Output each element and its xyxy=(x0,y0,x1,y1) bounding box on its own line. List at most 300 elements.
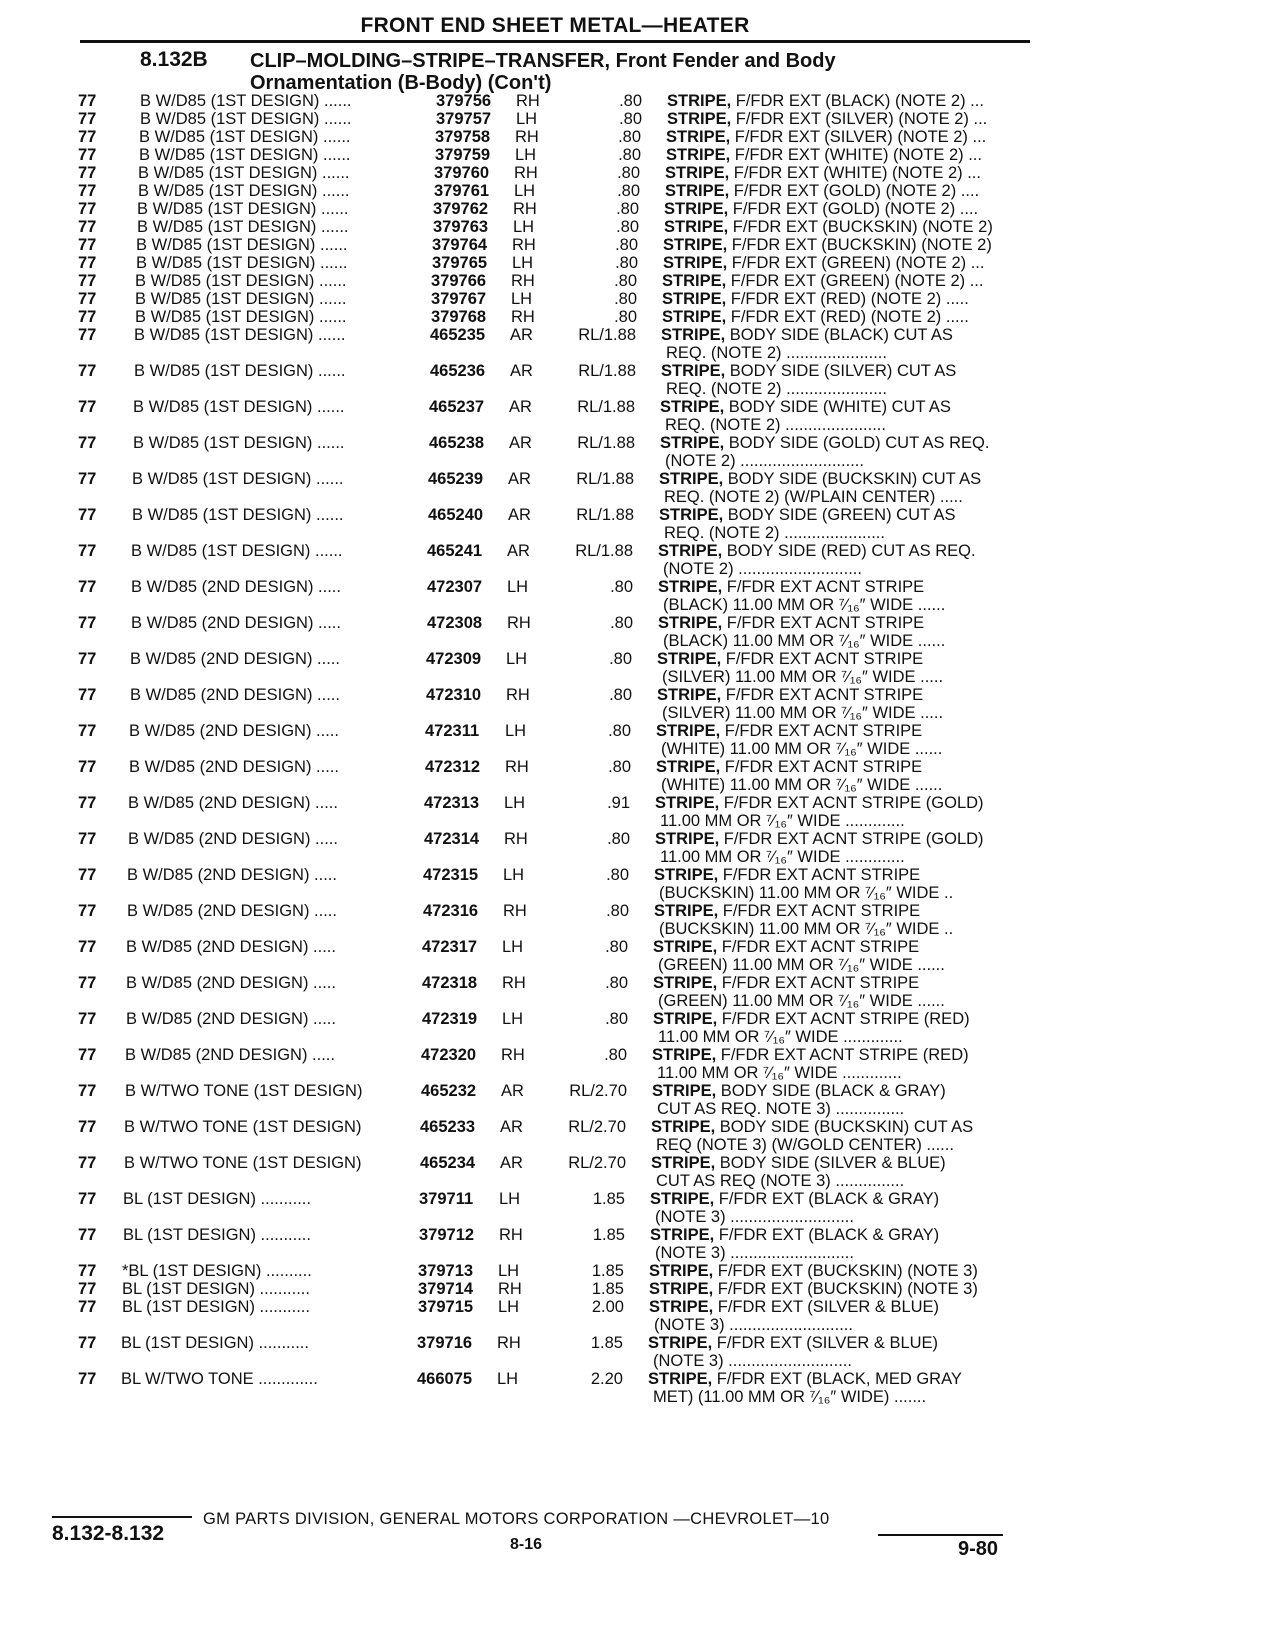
model-year: 77 xyxy=(78,308,97,326)
part-description-continued: (BUCKSKIN) 11.00 MM OR ⁷⁄₁₆″ WIDE .. xyxy=(659,920,954,938)
application: BL W/TWO TONE ............. xyxy=(121,1370,318,1388)
part-number: 465237 xyxy=(429,398,485,416)
part-number: 379759 xyxy=(435,146,491,164)
quantity-price: 2.20 xyxy=(590,1370,623,1388)
part-description-continued: (NOTE 3) ........................... xyxy=(655,1208,854,1226)
application: BL (1ST DESIGN) ........... xyxy=(123,1190,311,1208)
part-description xyxy=(664,218,993,237)
model-year: 77 xyxy=(78,1280,97,1298)
section-number: 8.132B xyxy=(140,48,208,71)
part-description-text: F/FDR EXT (WHITE) (NOTE 2) ... xyxy=(730,146,982,164)
part-number: 379716 xyxy=(417,1334,473,1352)
part-type: STRIPE, xyxy=(658,578,723,596)
model-year: 77 xyxy=(78,794,97,812)
part-type: STRIPE, xyxy=(657,686,722,704)
model-year: 77 xyxy=(78,1298,97,1316)
model-year: 77 xyxy=(78,326,97,344)
application: B W/D85 (1ST DESIGN) ...... xyxy=(136,254,348,272)
part-description-continued: CUT AS REQ. NOTE 3) ............... xyxy=(657,1100,905,1118)
side-code: LH xyxy=(502,938,524,956)
part-description-text: F/FDR EXT (GREEN) (NOTE 2) ... xyxy=(727,254,985,272)
part-type: STRIPE, xyxy=(666,128,731,146)
part-description-text: F/FDR EXT (GOLD) (NOTE 2) .... xyxy=(728,200,979,218)
quantity-price: 1.85 xyxy=(590,1334,623,1352)
quantity-price: .80 xyxy=(608,758,631,776)
model-year: 77 xyxy=(78,650,97,668)
part-description xyxy=(657,686,923,705)
part-number: 465234 xyxy=(420,1154,476,1172)
part-description-text: BODY SIDE (GREEN) CUT AS xyxy=(723,506,956,524)
application: B W/D85 (2ND DESIGN) ..... xyxy=(125,1046,335,1064)
part-description-continued: REQ. (NOTE 2) ...................... xyxy=(666,344,887,362)
part-number: 379758 xyxy=(435,128,491,146)
part-description-text: F/FDR EXT (RED) (NOTE 2) ..... xyxy=(726,308,969,326)
part-number: 379713 xyxy=(418,1262,474,1280)
application: B W/D85 (1ST DESIGN) ...... xyxy=(139,128,351,146)
part-type: STRIPE, xyxy=(652,1046,717,1064)
quantity-price: .80 xyxy=(604,1046,627,1064)
part-description-continued: REQ. (NOTE 2) (W/PLAIN CENTER) ..... xyxy=(664,488,963,506)
application: BL (1ST DESIGN) ........... xyxy=(123,1226,311,1244)
side-code: AR xyxy=(501,1082,524,1100)
application: B W/D85 (2ND DESIGN) ..... xyxy=(130,686,340,704)
model-year: 77 xyxy=(78,200,97,218)
model-year: 77 xyxy=(78,722,97,740)
side-code: RH xyxy=(497,1334,521,1352)
part-number: 465233 xyxy=(420,1118,476,1136)
part-description xyxy=(648,1334,938,1353)
part-type: STRIPE, xyxy=(653,974,718,992)
part-number: 465240 xyxy=(428,506,484,524)
side-code: AR xyxy=(508,506,531,524)
quantity-price: .80 xyxy=(615,254,638,272)
part-number: 379760 xyxy=(434,164,490,182)
part-description xyxy=(658,542,976,561)
part-type: STRIPE, xyxy=(662,290,727,308)
model-year: 77 xyxy=(78,830,97,848)
quantity-price: .80 xyxy=(605,938,628,956)
part-description xyxy=(659,506,955,525)
section-title-line1: CLIP–MOLDING–STRIPE–TRANSFER, Front Fender and Body xyxy=(250,50,836,72)
part-description-continued: CUT AS REQ (NOTE 3) ............... xyxy=(656,1172,905,1190)
part-description xyxy=(663,236,992,255)
part-description-text: F/FDR EXT (BUCKSKIN) (NOTE 2) xyxy=(727,236,992,254)
side-code: RH xyxy=(507,614,531,632)
part-description-text: F/FDR EXT (RED) (NOTE 2) ..... xyxy=(726,290,969,308)
side-code: LH xyxy=(507,578,529,596)
quantity-price: RL/1.88 xyxy=(577,398,635,416)
side-code: RH xyxy=(501,1046,525,1064)
quantity-price: RL/1.88 xyxy=(576,506,634,524)
quantity-price: .80 xyxy=(606,902,629,920)
quantity-price: .80 xyxy=(607,830,630,848)
side-code: RH xyxy=(515,128,539,146)
part-type: STRIPE, xyxy=(654,866,719,884)
side-code: LH xyxy=(499,1190,521,1208)
part-description-text: F/FDR EXT (SILVER & BLUE) xyxy=(713,1298,940,1316)
model-year: 77 xyxy=(78,1226,97,1244)
model-year: 77 xyxy=(78,1154,97,1172)
part-description-text: F/FDR EXT ACNT STRIPE xyxy=(722,578,925,596)
part-description xyxy=(665,182,979,201)
part-description-text: F/FDR EXT (BLACK, MED GRAY xyxy=(712,1370,962,1388)
model-year: 77 xyxy=(78,1118,97,1136)
part-description xyxy=(655,830,984,849)
model-year: 77 xyxy=(78,290,97,308)
part-description xyxy=(660,434,989,453)
side-code: LH xyxy=(498,1262,520,1280)
part-description-text: F/FDR EXT ACNT STRIPE xyxy=(717,938,920,956)
application: B W/D85 (1ST DESIGN) ...... xyxy=(136,236,348,254)
part-description xyxy=(651,1154,946,1173)
part-description-continued: (WHITE) 11.00 MM OR ⁷⁄₁₆″ WIDE ...... xyxy=(661,776,943,794)
model-year: 77 xyxy=(78,1010,97,1028)
quantity-price: RL/2.70 xyxy=(568,1154,626,1172)
side-code: LH xyxy=(515,146,537,164)
part-type: STRIPE, xyxy=(653,938,718,956)
part-number: 379761 xyxy=(434,182,490,200)
application: B W/TWO TONE (1ST DESIGN) xyxy=(124,1154,362,1172)
part-description xyxy=(653,938,919,957)
part-type: STRIPE, xyxy=(648,1370,713,1388)
part-number: 379756 xyxy=(436,92,492,110)
part-type: STRIPE, xyxy=(666,146,731,164)
side-code: RH xyxy=(502,974,526,992)
quantity-price: .80 xyxy=(616,218,639,236)
application: B W/D85 (2ND DESIGN) ..... xyxy=(126,938,336,956)
footer-left-rule xyxy=(52,1516,192,1518)
quantity-price: .80 xyxy=(610,614,633,632)
part-description-text: F/FDR EXT (BUCKSKIN) (NOTE 3) xyxy=(713,1280,978,1298)
quantity-price: RL/2.70 xyxy=(568,1118,626,1136)
footer-publisher: GM PARTS DIVISION, GENERAL MOTORS CORPORATION —CHEVROLET—10 xyxy=(203,1510,830,1528)
part-description-text: F/FDR EXT ACNT STRIPE xyxy=(718,902,921,920)
part-description-continued: REQ. (NOTE 2) ...................... xyxy=(666,380,887,398)
part-type: STRIPE, xyxy=(663,236,728,254)
part-description xyxy=(651,1118,973,1137)
part-number: 379757 xyxy=(436,110,492,128)
part-description-text: BODY SIDE (SILVER) CUT AS xyxy=(725,362,957,380)
part-number: 472308 xyxy=(427,614,483,632)
part-number: 465236 xyxy=(430,362,486,380)
model-year: 77 xyxy=(78,362,97,380)
part-description-text: BODY SIDE (SILVER & BLUE) xyxy=(715,1154,946,1172)
application: B W/D85 (2ND DESIGN) ..... xyxy=(126,974,336,992)
part-number: 466075 xyxy=(417,1370,473,1388)
part-description-continued: REQ (NOTE 3) (W/GOLD CENTER) ...... xyxy=(656,1136,954,1154)
application: B W/D85 (1ST DESIGN) ...... xyxy=(134,362,346,380)
model-year: 77 xyxy=(78,128,97,146)
part-number: 465232 xyxy=(421,1082,477,1100)
quantity-price: .80 xyxy=(608,722,631,740)
part-description xyxy=(650,1190,939,1209)
part-description-text: BODY SIDE (BUCKSKIN) CUT AS xyxy=(723,470,982,488)
part-description-continued: 11.00 MM OR ⁷⁄₁₆″ WIDE ............. xyxy=(657,1064,902,1082)
part-number: 379766 xyxy=(431,272,487,290)
part-description xyxy=(662,308,969,327)
part-description-text: F/FDR EXT (BLACK) (NOTE 2) ... xyxy=(731,92,984,110)
model-year: 77 xyxy=(78,272,97,290)
part-description-text: F/FDR EXT (BLACK & GRAY) xyxy=(714,1190,940,1208)
application: B W/TWO TONE (1ST DESIGN) xyxy=(124,1118,362,1136)
part-type: STRIPE, xyxy=(648,1334,713,1352)
part-description xyxy=(662,290,969,309)
part-description-text: F/FDR EXT ACNT STRIPE xyxy=(720,758,923,776)
part-description xyxy=(649,1280,978,1299)
side-code: RH xyxy=(498,1280,522,1298)
part-description-text: F/FDR EXT (BLACK & GRAY) xyxy=(714,1226,940,1244)
part-type: STRIPE, xyxy=(665,182,730,200)
side-code: LH xyxy=(497,1370,519,1388)
side-code: AR xyxy=(500,1118,523,1136)
quantity-price: .80 xyxy=(619,92,642,110)
application: B W/D85 (1ST DESIGN) ...... xyxy=(139,146,351,164)
part-number: 472309 xyxy=(426,650,482,668)
part-type: STRIPE, xyxy=(655,794,720,812)
part-description xyxy=(661,362,956,381)
part-description-continued: 11.00 MM OR ⁷⁄₁₆″ WIDE ............. xyxy=(660,812,905,830)
part-description xyxy=(653,974,919,993)
part-type: STRIPE, xyxy=(665,164,730,182)
part-description-continued: (WHITE) 11.00 MM OR ⁷⁄₁₆″ WIDE ...... xyxy=(661,740,943,758)
part-description-text: F/FDR EXT (SILVER) (NOTE 2) ... xyxy=(730,128,987,146)
side-code: AR xyxy=(500,1154,523,1172)
part-number: 379712 xyxy=(419,1226,475,1244)
model-year: 77 xyxy=(78,236,97,254)
part-description-continued: (SILVER) 11.00 MM OR ⁷⁄₁₆″ WIDE ..... xyxy=(662,668,944,686)
part-description xyxy=(667,92,984,111)
model-year: 77 xyxy=(78,110,97,128)
quantity-price: .80 xyxy=(610,578,633,596)
part-type: STRIPE, xyxy=(649,1280,714,1298)
part-type: STRIPE, xyxy=(650,1226,715,1244)
part-description-continued: (NOTE 3) ........................... xyxy=(654,1316,853,1334)
part-description-text: F/FDR EXT (GOLD) (NOTE 2) .... xyxy=(729,182,980,200)
application: B W/D85 (1ST DESIGN) ...... xyxy=(137,200,349,218)
part-number: 472318 xyxy=(422,974,478,992)
part-type: STRIPE, xyxy=(651,1154,716,1172)
model-year: 77 xyxy=(78,218,97,236)
part-description xyxy=(657,650,923,669)
part-type: STRIPE, xyxy=(659,506,724,524)
part-description-text: F/FDR EXT (BUCKSKIN) (NOTE 2) xyxy=(728,218,993,236)
part-number: 379764 xyxy=(432,236,488,254)
part-description-text: F/FDR EXT ACNT STRIPE xyxy=(721,686,924,704)
part-description-continued: 11.00 MM OR ⁷⁄₁₆″ WIDE ............. xyxy=(658,1028,903,1046)
part-number: 472316 xyxy=(423,902,479,920)
part-number: 379714 xyxy=(418,1280,474,1298)
application: B W/D85 (2ND DESIGN) ..... xyxy=(129,722,339,740)
quantity-price: .80 xyxy=(616,200,639,218)
part-description-continued: (BLACK) 11.00 MM OR ⁷⁄₁₆″ WIDE ...... xyxy=(663,632,946,650)
part-number: 379762 xyxy=(433,200,489,218)
side-code: LH xyxy=(511,290,533,308)
part-description xyxy=(656,722,922,741)
part-description xyxy=(667,110,987,129)
part-description-text: F/FDR EXT ACNT STRIPE (RED) xyxy=(717,1010,970,1028)
part-description xyxy=(662,272,983,291)
quantity-price: .91 xyxy=(607,794,630,812)
part-type: STRIPE, xyxy=(653,1010,718,1028)
part-number: 379767 xyxy=(431,290,487,308)
model-year: 77 xyxy=(78,1190,97,1208)
part-description-continued: REQ. (NOTE 2) ...................... xyxy=(665,416,886,434)
part-type: STRIPE, xyxy=(657,650,722,668)
model-year: 77 xyxy=(78,398,97,416)
part-type: STRIPE, xyxy=(663,254,728,272)
part-description-continued: (NOTE 3) ........................... xyxy=(653,1352,852,1370)
application: B W/D85 (1ST DESIGN) ...... xyxy=(135,290,347,308)
part-number: 379768 xyxy=(431,308,487,326)
quantity-price: RL/1.88 xyxy=(578,326,636,344)
part-description xyxy=(654,902,920,921)
part-description-text: BODY SIDE (BLACK & GRAY) xyxy=(716,1082,946,1100)
part-number: 472315 xyxy=(423,866,479,884)
part-description xyxy=(666,128,986,147)
part-description-text: BODY SIDE (GOLD) CUT AS REQ. xyxy=(724,434,990,452)
application: B W/D85 (1ST DESIGN) ...... xyxy=(132,506,344,524)
part-description xyxy=(664,200,978,219)
part-description xyxy=(653,1010,970,1029)
application: B W/D85 (1ST DESIGN) ...... xyxy=(138,182,350,200)
side-code: LH xyxy=(502,1010,524,1028)
part-type: STRIPE, xyxy=(662,308,727,326)
part-number: 472312 xyxy=(425,758,481,776)
part-type: STRIPE, xyxy=(661,362,726,380)
model-year: 77 xyxy=(78,686,97,704)
footer-date: 9-80 xyxy=(958,1538,999,1560)
part-description xyxy=(652,1046,969,1065)
model-year: 77 xyxy=(78,1334,97,1352)
model-year: 77 xyxy=(78,1370,97,1388)
part-description xyxy=(660,398,951,417)
part-description-text: F/FDR EXT ACNT STRIPE xyxy=(717,974,920,992)
part-number: 465238 xyxy=(429,434,485,452)
model-year: 77 xyxy=(78,974,97,992)
quantity-price: .80 xyxy=(618,128,641,146)
model-year: 77 xyxy=(78,506,97,524)
side-code: LH xyxy=(513,218,535,236)
quantity-price: RL/1.88 xyxy=(575,542,633,560)
part-number: 472313 xyxy=(424,794,480,812)
footer-page-number: 8-16 xyxy=(510,1536,543,1553)
quantity-price: .80 xyxy=(618,146,641,164)
quantity-price: .80 xyxy=(609,686,632,704)
application: BL (1ST DESIGN) ........... xyxy=(122,1280,310,1298)
application: *BL (1ST DESIGN) .......... xyxy=(122,1262,312,1280)
model-year: 77 xyxy=(78,254,97,272)
model-year: 77 xyxy=(78,1262,97,1280)
application: B W/D85 (2ND DESIGN) ..... xyxy=(126,1010,336,1028)
application: B W/D85 (2ND DESIGN) ..... xyxy=(128,794,338,812)
quantity-price: 1.85 xyxy=(591,1280,624,1298)
part-description-continued: (GREEN) 11.00 MM OR ⁷⁄₁₆″ WIDE ...... xyxy=(658,956,945,974)
model-year: 77 xyxy=(78,578,97,596)
part-description xyxy=(652,1082,946,1101)
side-code: LH xyxy=(506,650,528,668)
application: B W/D85 (2ND DESIGN) ..... xyxy=(129,758,339,776)
part-description-text: F/FDR EXT (WHITE) (NOTE 2) ... xyxy=(729,164,981,182)
part-description-text: BODY SIDE (WHITE) CUT AS xyxy=(724,398,951,416)
application: B W/D85 (1ST DESIGN) ...... xyxy=(138,164,350,182)
part-description-text: F/FDR EXT (SILVER) (NOTE 2) ... xyxy=(731,110,988,128)
side-code: AR xyxy=(509,434,532,452)
part-description xyxy=(666,146,982,165)
model-year: 77 xyxy=(78,1082,97,1100)
part-description xyxy=(658,614,924,633)
part-description-text: F/FDR EXT (BUCKSKIN) (NOTE 3) xyxy=(713,1262,978,1280)
application: B W/D85 (2ND DESIGN) ..... xyxy=(131,578,341,596)
side-code: RH xyxy=(516,92,540,110)
application: B W/D85 (1ST DESIGN) ...... xyxy=(140,92,352,110)
side-code: RH xyxy=(512,236,536,254)
quantity-price: .80 xyxy=(605,974,628,992)
part-type: STRIPE, xyxy=(649,1298,714,1316)
quantity-price: .80 xyxy=(614,290,637,308)
side-code: RH xyxy=(506,686,530,704)
part-description-continued: (NOTE 2) ........................... xyxy=(665,452,864,470)
quantity-price: 1.85 xyxy=(592,1190,625,1208)
model-year: 77 xyxy=(78,542,97,560)
part-description-text: F/FDR EXT (GREEN) (NOTE 2) ... xyxy=(726,272,984,290)
side-code: RH xyxy=(511,308,535,326)
part-description-continued: (NOTE 3) ........................... xyxy=(655,1244,854,1262)
part-type: STRIPE, xyxy=(649,1262,714,1280)
application: B W/TWO TONE (1ST DESIGN) xyxy=(125,1082,363,1100)
application: B W/D85 (2ND DESIGN) ..... xyxy=(128,830,338,848)
side-code: LH xyxy=(505,722,527,740)
application: B W/D85 (2ND DESIGN) ..... xyxy=(131,614,341,632)
side-code: AR xyxy=(509,398,532,416)
application: B W/D85 (1ST DESIGN) ...... xyxy=(137,218,349,236)
quantity-price: .80 xyxy=(605,1010,628,1028)
side-code: LH xyxy=(503,866,525,884)
quantity-price: 1.85 xyxy=(591,1262,624,1280)
part-description-text: F/FDR EXT ACNT STRIPE (GOLD) xyxy=(719,830,984,848)
part-type: STRIPE, xyxy=(658,614,723,632)
part-description-text: F/FDR EXT ACNT STRIPE xyxy=(722,614,925,632)
quantity-price: .80 xyxy=(614,272,637,290)
part-description-continued: MET) (11.00 MM OR ⁷⁄₁₆″ WIDE) ....... xyxy=(653,1388,927,1406)
part-description-continued: 11.00 MM OR ⁷⁄₁₆″ WIDE ............. xyxy=(660,848,905,866)
part-description-text: F/FDR EXT ACNT STRIPE (RED) xyxy=(716,1046,969,1064)
application: B W/D85 (1ST DESIGN) ...... xyxy=(135,272,347,290)
part-description-text: BODY SIDE (BUCKSKIN) CUT AS xyxy=(715,1118,974,1136)
part-description-continued: (GREEN) 11.00 MM OR ⁷⁄₁₆″ WIDE ...... xyxy=(658,992,945,1010)
application: B W/D85 (1ST DESIGN) ...... xyxy=(132,470,344,488)
application: B W/D85 (1ST DESIGN) ...... xyxy=(133,398,345,416)
part-description xyxy=(654,866,920,885)
side-code: AR xyxy=(510,326,533,344)
quantity-price: .80 xyxy=(617,164,640,182)
page-header-title: FRONT END SHEET METAL—HEATER xyxy=(80,14,1030,43)
application: B W/D85 (1ST DESIGN) ...... xyxy=(131,542,343,560)
side-code: LH xyxy=(504,794,526,812)
model-year: 77 xyxy=(78,614,97,632)
quantity-price: .80 xyxy=(614,308,637,326)
quantity-price: .80 xyxy=(606,866,629,884)
part-type: STRIPE, xyxy=(655,830,720,848)
part-description-text: F/FDR EXT ACNT STRIPE xyxy=(718,866,921,884)
quantity-price: 2.00 xyxy=(591,1298,624,1316)
part-description xyxy=(661,326,953,345)
part-number: 472320 xyxy=(421,1046,477,1064)
side-code: RH xyxy=(505,758,529,776)
part-type: STRIPE, xyxy=(664,200,729,218)
part-number: 379765 xyxy=(432,254,488,272)
part-description-text: F/FDR EXT (SILVER & BLUE) xyxy=(712,1334,939,1352)
model-year: 77 xyxy=(78,938,97,956)
